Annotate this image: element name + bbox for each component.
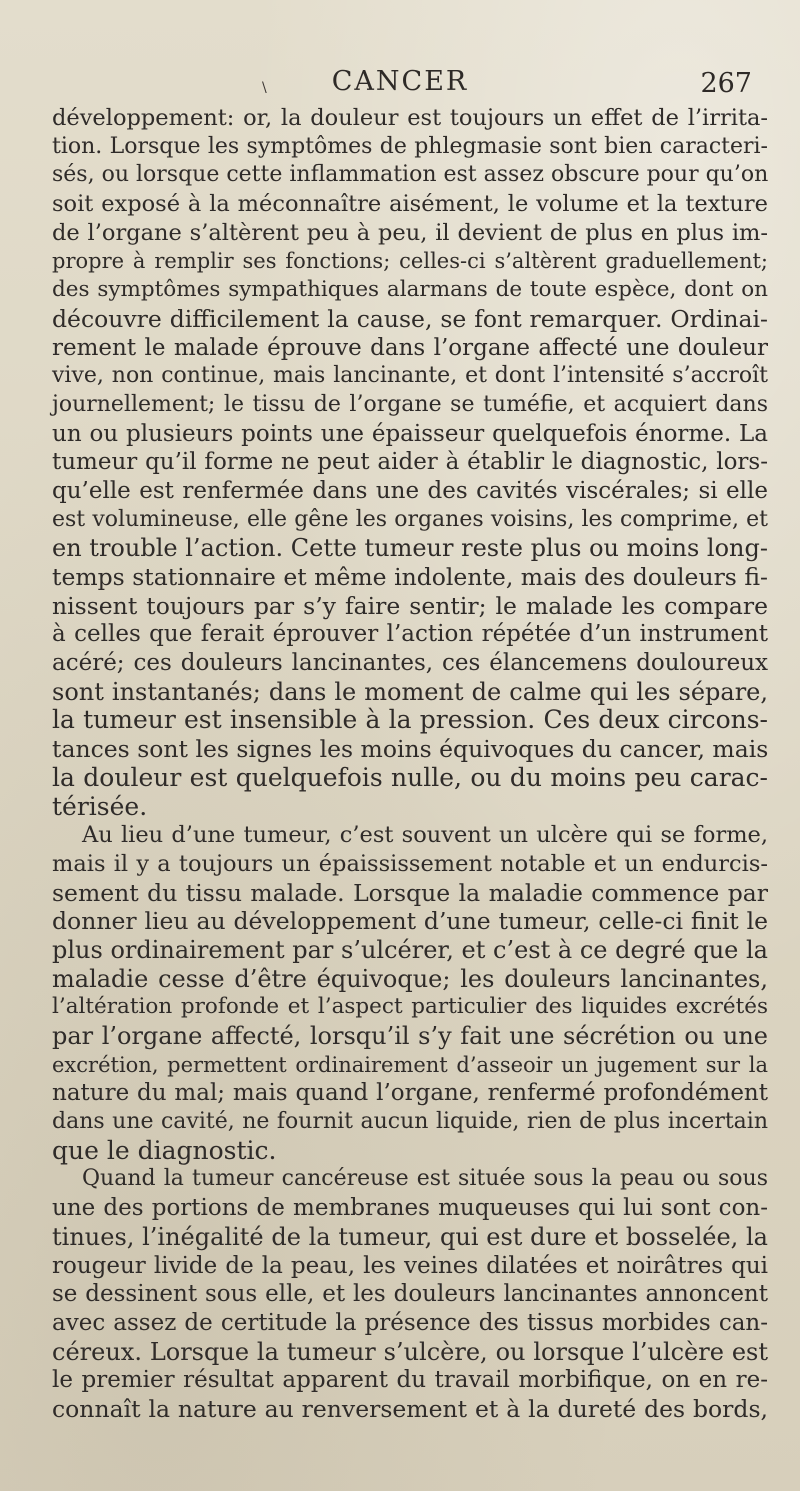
text-line: des symptômes sympathiques alarmans de toute espèce, dont on <box>52 277 768 303</box>
text-line: Quand la tumeur cancéreuse est située sous la peau ou sous <box>82 1166 768 1192</box>
text-line: avec assez de certitude la présence des tissus morbides can- <box>52 1309 768 1336</box>
page-number: 267 <box>700 68 752 99</box>
text-line: en trouble l’action. Cette tumeur reste plus ou moins long- <box>52 534 768 563</box>
text-line: dans une cavité, ne fournit aucun liquide, rien de plus incertain <box>52 1109 768 1135</box>
text-line: temps stationnaire et même indolente, mais des douleurs fi- <box>52 563 768 591</box>
text-line: sont instantanés; dans le moment de calme qui les sépare, <box>52 677 768 706</box>
text-line: est volumineuse, elle gêne les organes voisins, les comprime, et <box>52 506 768 532</box>
text-line: qu’elle est renfermée dans une des cavités viscérales; si elle <box>52 477 768 504</box>
text-line: excrétion, permettent ordinairement d’asseoir un jugement sur la <box>52 1052 768 1077</box>
text-line: développement: or, la douleur est toujours un effet de l’irrita- <box>52 105 768 131</box>
text-line: tances sont les signes les moins équivoques du cancer, mais <box>52 735 769 764</box>
text-line: vive, non continue, mais lancinante, et dont l’intensité s’accroît <box>52 363 768 389</box>
text-line: un ou plusieurs points une épaisseur quelquefois énorme. La <box>52 420 768 447</box>
stray-mark: \ <box>262 80 267 96</box>
text-line: plus ordinairement par s’ulcérer, et c’est à ce degré que la <box>52 935 768 964</box>
text-line: tion. Lorsque les symptômes de phlegmasie sont bien caracteri- <box>52 133 768 159</box>
page-title: CANCER <box>331 66 469 97</box>
text-line: le premier résultat apparent du travail morbifique, on en re- <box>52 1367 768 1394</box>
text-line: se dessinent sous elle, et les douleurs lancinantes annoncent <box>52 1281 768 1308</box>
text-line: Au lieu d’une tumeur, c’est souvent un ulcère qui se forme, <box>82 822 768 849</box>
text-line: de l’organe s’altèrent peu à peu, il devient de plus en plus im- <box>52 219 768 246</box>
text-line: térisée. <box>52 791 148 821</box>
text-line: mais il y a toujours un épaississement notable et un endurcis- <box>52 850 768 877</box>
text-line: tumeur qu’il forme ne peut aider à établir le diagnostic, lors- <box>52 449 768 476</box>
body-text <box>52 104 768 1424</box>
text-line: sement du tissu malade. Lorsque la maladie commence par <box>52 878 768 907</box>
text-line: céreux. Lorsque la tumeur s’ulcère, ou lorsque l’ulcère est <box>52 1337 768 1366</box>
text-line: à celles que ferait éprouver l’action répétée d’un instrument <box>52 621 768 648</box>
text-line: rement le malade éprouve dans l’organe affecté une douleur <box>52 334 768 361</box>
text-line: maladie cesse d’être équivoque; les douleurs lancinantes, <box>52 964 768 993</box>
text-line: que le diagnostic. <box>52 1135 277 1165</box>
text-line: la tumeur est insensible à la pression. Ces deux circons- <box>52 705 768 735</box>
text-line: par l’organe affecté, lorsqu’il s’y fait une sécrétion ou une <box>52 1022 768 1050</box>
text-line: rougeur livide de la peau, les veines dilatées et noirâtres qui <box>52 1252 768 1279</box>
text-line: connaît la nature au renversement et à la dureté des bords, <box>52 1394 768 1423</box>
running-head <box>0 60 800 100</box>
text-line: propre à remplir ses fonctions; celles-ci s’altèrent graduellement; <box>52 249 768 274</box>
text-line: journellement; le tissu de l’organe se tuméfie, et acquiert dans <box>52 391 768 417</box>
text-line: tinues, l’inégalité de la tumeur, qui est dure et bosselée, la <box>52 1222 768 1251</box>
text-line: l’altération profonde et l’aspect particulier des liquides excrétés <box>52 994 768 1020</box>
text-line: acéré; ces douleurs lancinantes, ces élancemens douloureux <box>52 650 768 677</box>
text-line: nissent toujours par s’y faire sentir; le malade les compare <box>52 591 768 620</box>
text-line: nature du mal; mais quand l’organe, renfermé profondément <box>52 1080 768 1107</box>
text-line: une des portions de membranes muqueuses qui lui sont con- <box>52 1195 768 1222</box>
text-line: soit exposé à la méconnaître aisément, le volume et la texture <box>52 191 768 218</box>
text-line: découvre difficilement la cause, se font remarquer. Ordinai- <box>52 304 768 333</box>
text-line: sés, ou lorsque cette inflammation est assez obscure pour qu’on <box>52 162 769 188</box>
text-line: donner lieu au développement d’une tumeur, celle-ci finit le <box>52 907 768 936</box>
text-line: la douleur est quelquefois nulle, ou du moins peu carac- <box>52 762 768 792</box>
